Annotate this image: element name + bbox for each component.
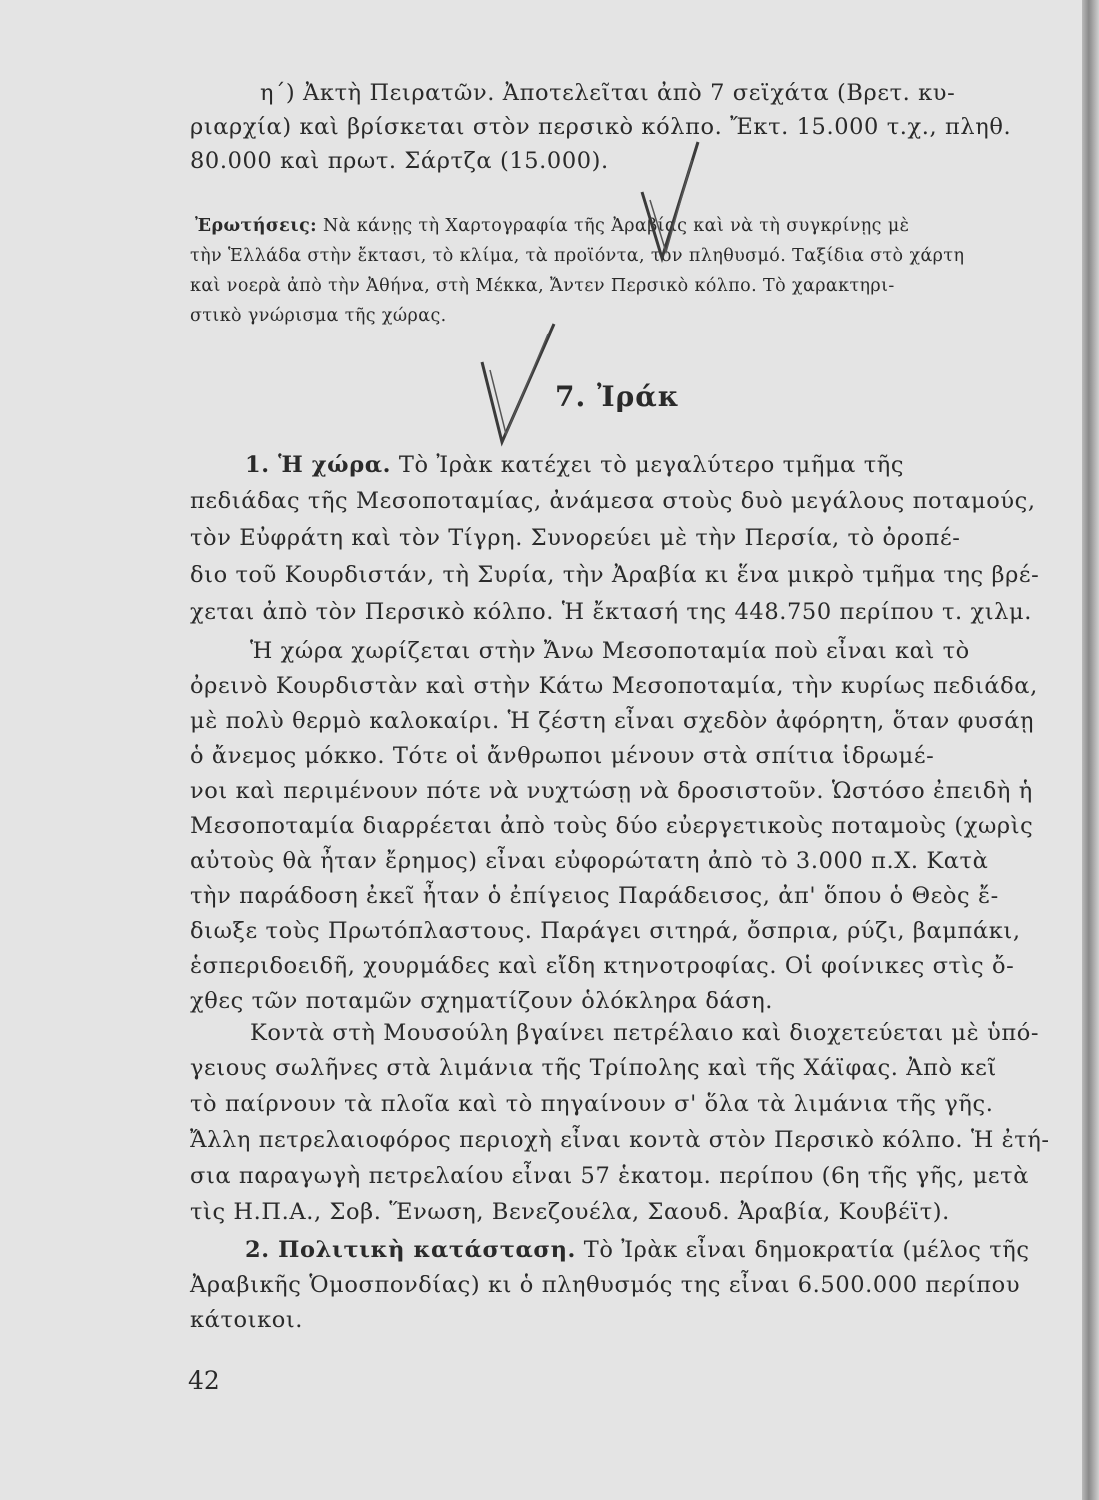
text-line: ὀρεινὸ Κουρδιστὰν καὶ στὴν Κάτω Μεσοποταμία, τὴν κυρίως πεδιάδα,	[190, 673, 1038, 699]
text-line: τὴν Ἑλλάδα στὴν ἔκτασι, τὸ κλίμα, τὰ προϊόντα, τὸν πληθυσμό. Ταξίδια στὸ χάρτη	[190, 246, 965, 266]
text-line: στικὸ γνώρισμα τῆς χώρας.	[190, 306, 447, 326]
text-line: ὁ ἄνεμος μόκκο. Τότε οἱ ἄνθρωποι μένουν στὰ σπίτια ἱδρωμέ-	[190, 743, 935, 769]
text-line: 80.000 καὶ πρωτ. Σάρτζα (15.000).	[190, 148, 609, 174]
text-line: Νὰ κάνῃς τὴ Χαρτογραφία τῆς Ἀραβίας καὶ νὰ τὴ συγκρίνῃς μὲ	[322, 216, 910, 236]
text-line: Κοντὰ στὴ Μουσούλη βγαίνει πετρέλαιο καὶ διοχετεύεται μὲ ὑπό-	[250, 1020, 1040, 1046]
text-line: χθες τῶν ποταμῶν σχηματίζουν ὁλόκληρα δάση.	[190, 988, 774, 1014]
text-line: τὸ παίρνουν τὰ πλοῖα καὶ τὸ πηγαίνουν σ' ὅλα τὰ λιμάνια τῆς γῆς.	[190, 1091, 994, 1117]
subsection-heading: 1. Ἡ χώρα.	[245, 452, 392, 478]
text-line: αὐτοὺς θὰ ἦταν ἔρημος) εἶναι εὐφορώτατη ἀπὸ τὸ 3.000 π.Χ. Κατὰ	[190, 848, 989, 874]
text-line: τὶς Η.Π.Α., Σοβ. Ἕνωση, Βενεζουέλα, Σαουδ. Ἀραβία, Κουβέϊτ).	[190, 1199, 950, 1225]
text-line: τὸν Εὐφράτη καὶ τὸν Τίγρη. Συνορεύει μὲ τὴν Περσία, τὸ ὀροπέ-	[190, 525, 961, 551]
text-line: διωξε τοὺς Πρωτόπλαστους. Παράγει σιτηρά, ὄσπρια, ρύζι, βαμπάκι,	[190, 918, 1021, 944]
pencil-checkmark-icon	[478, 320, 558, 450]
text-line: καὶ νοερὰ ἀπὸ τὴν Ἀθήνα, στὴ Μέκκα, Ἄντεν Περσικὸ κόλπο. Τὸ χαρακτηρι-	[190, 276, 895, 296]
text-line: γειους σωλῆνες στὰ λιμάνια τῆς Τρίπολης καὶ τῆς Χάϊφας. Ἀπὸ κεῖ	[190, 1055, 997, 1081]
section-title: 7. Ἰράκ	[555, 380, 680, 413]
text-line: Τὸ Ἰρὰκ εἶναι δημοκρατία (μέλος τῆς	[583, 1237, 1030, 1263]
text-line: Ἀραβικῆς Ὁμοσπονδίας) κι ὁ πληθυσμός της εἶναι 6.500.000 περίπου	[190, 1272, 1021, 1298]
text-line: ριαρχία) καὶ βρίσκεται στὸν περσικὸ κόλπο. Ἔκτ. 15.000 τ.χ., πληθ.	[190, 114, 1012, 140]
book-spine-edge	[1082, 0, 1099, 1500]
page-number: 42	[188, 1366, 220, 1395]
text-line: μὲ πολὺ θερμὸ καλοκαίρι. Ἡ ζέστη εἶναι σχεδὸν ἀφόρητη, ὅταν φυσάῃ	[190, 708, 1035, 734]
subsection-first-line	[245, 1237, 1085, 1263]
text-line: Τὸ Ἰρὰκ κατέχει τὸ μεγαλύτερο τμῆμα τῆς	[398, 452, 905, 478]
text-line: πεδιάδας τῆς Μεσοποταμίας, ἀνάμεσα στοὺς δυὸ μεγάλους ποταμούς,	[190, 488, 1036, 514]
text-line: η΄) Ἀκτὴ Πειρατῶν. Ἀποτελεῖται ἀπὸ 7 σεϊχάτα (Βρετ. κυ-	[260, 80, 956, 106]
text-line: Ἄλλη πετρελαιοφόρος περιοχὴ εἶναι κοντὰ στὸν Περσικὸ κόλπο. Ἡ ἐτή-	[190, 1127, 1050, 1153]
questions-label: Ἐρωτήσεις:	[195, 216, 317, 236]
text-line: τὴν παράδοση ἐκεῖ ἦταν ὁ ἐπίγειος Παράδεισος, ἀπ' ὅπου ὁ Θεὸς ἔ-	[190, 883, 999, 909]
text-line: σια παραγωγὴ πετρελαίου εἶναι 57 ἑκατομ. περίπου (6η τῆς γῆς, μετὰ	[190, 1163, 1030, 1189]
questions-first-line	[195, 216, 1035, 236]
text-line: Ἡ χώρα χωρίζεται στὴν Ἄνω Μεσοποταμία ποὺ εἶναι καὶ τὸ	[250, 638, 970, 664]
text-line: Μεσοποταμία διαρρέεται ἀπὸ τοὺς δύο εὐεργετικοὺς ποταμοὺς (χωρὶς	[190, 813, 1034, 839]
text-line: διο τοῦ Κουρδιστάν, τὴ Συρία, τὴν Ἀραβία κι ἕνα μικρὸ τμῆμα της βρέ-	[190, 562, 1040, 588]
pencil-checkmark-icon	[640, 140, 720, 270]
text-line: ἑσπεριδοειδῆ, χουρμάδες καὶ εἴδη κτηνοτροφίας. Οἱ φοίνικες στὶς ὄ-	[190, 953, 1015, 979]
text-line: χεται ἀπὸ τὸν Περσικὸ κόλπο. Ἡ ἔκτασή της 448.750 περίπου τ. χιλμ.	[190, 599, 1032, 625]
subsection-first-line	[245, 452, 1085, 478]
text-line: νοι καὶ περιμένουν πότε νὰ νυχτώσῃ νὰ δροσιστοῦν. Ὡστόσο ἐπειδὴ ἡ	[190, 778, 1033, 804]
text-line: κάτοικοι.	[190, 1307, 304, 1333]
subsection-heading: 2. Πολιτικὴ κατάσταση.	[245, 1237, 576, 1263]
